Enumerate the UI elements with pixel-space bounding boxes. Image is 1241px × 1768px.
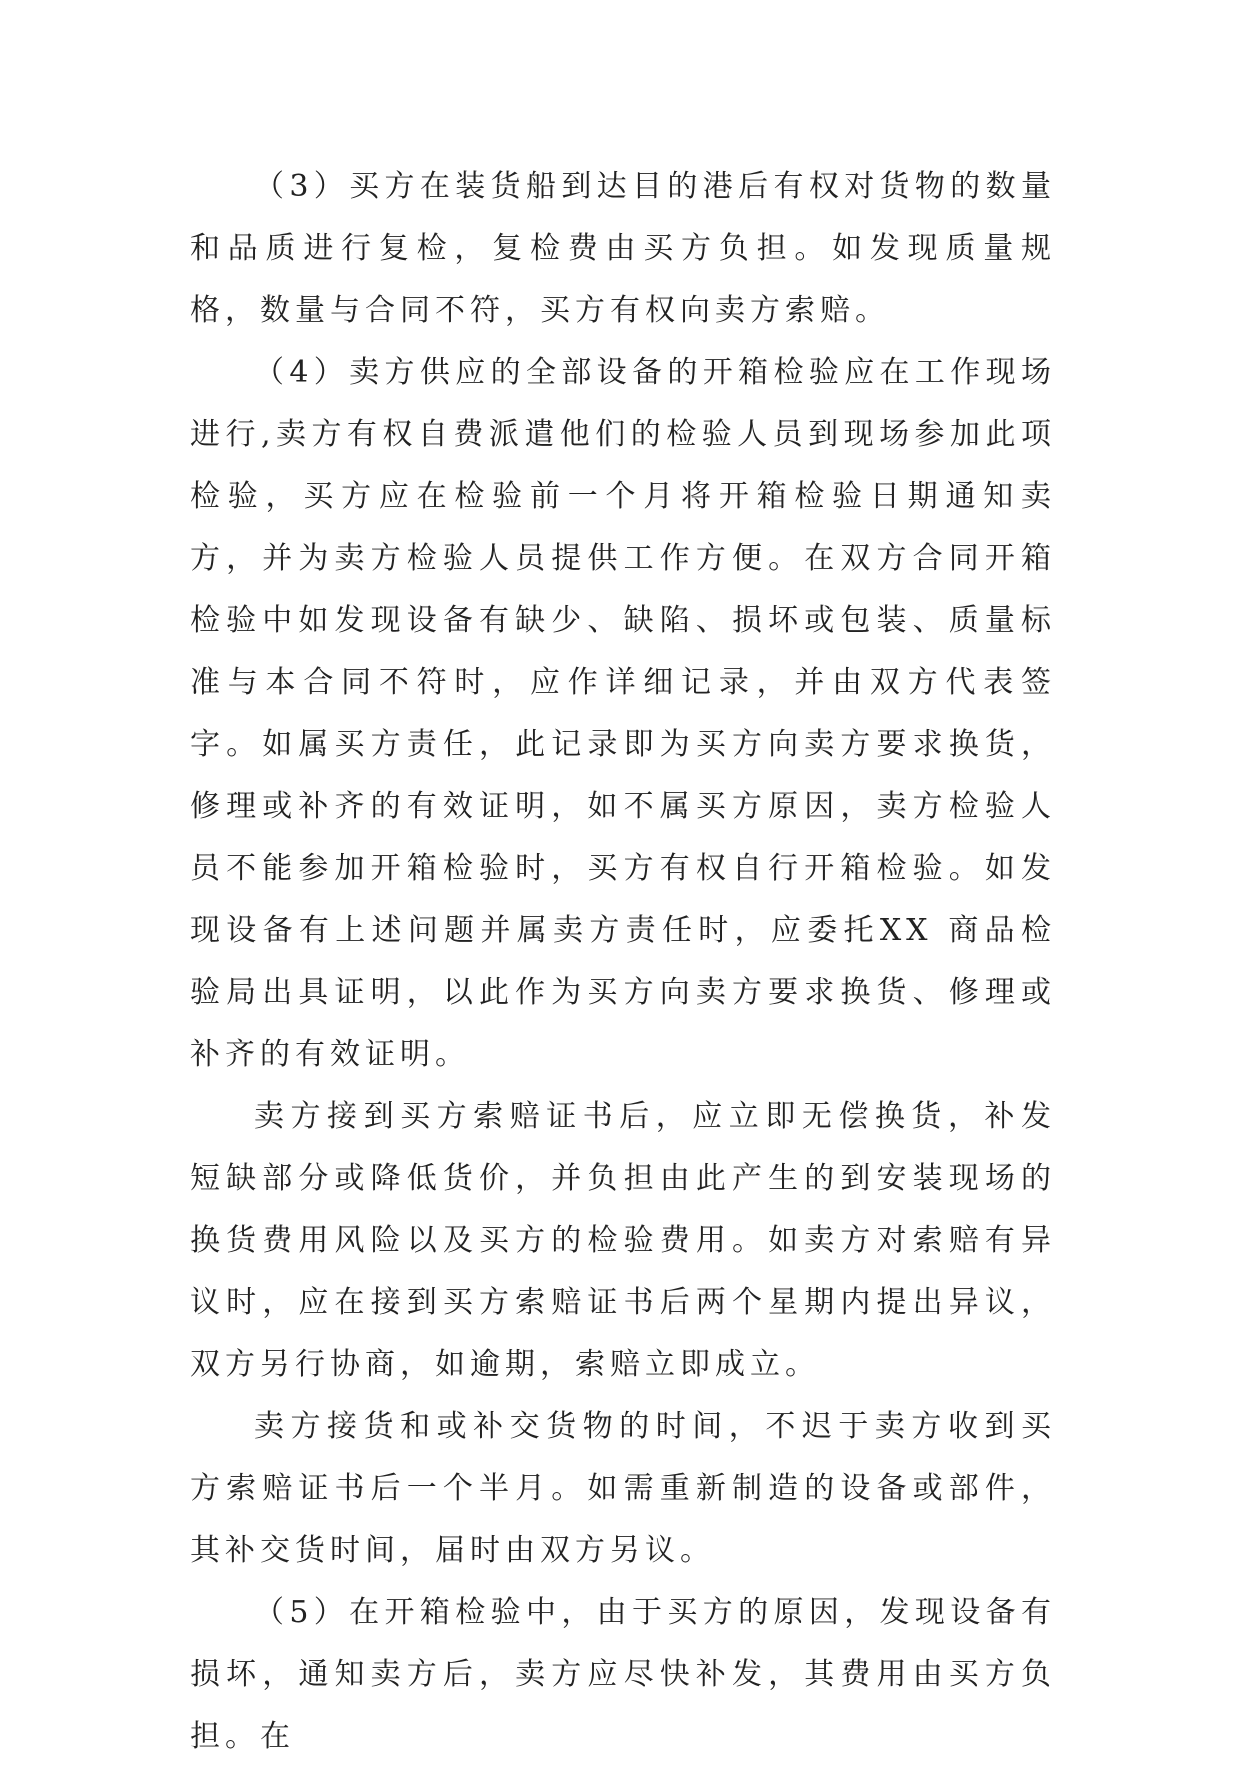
paragraph-compensation: 卖方接到买方索赔证书后，应立即无偿换货，补发短缺部分或降低货价，并负担由此产生的到安装现场的换货费用风险以及买方的检验费用。如卖方对索赔有异议时，应在接到买方索赔证书后两个星期内提出异议，双方另行协商，如逾期，索赔立即成立。 bbox=[190, 1099, 1056, 1382]
paragraph-item-4: （4）卖方供应的全部设备的开箱检验应在工作现场进行,卖方有权自费派遣他们的检验人员到现场参加此项检验，买方应在检验前一个月将开箱检验日期通知卖方，并为卖方检验人员提供工作方便。在双方合同开箱检验中如发现设备有缺少、缺陷、损坏或包装、质量标准与本合同不符时，应作详细记录，并由双方代表签字。如属买方责任，此记录即为买方向卖方要求换货，修理或补齐的有效证明，如不属买方原因，卖方检验人员不能参加开箱检验时，买方有权自行开箱检验。如发现设备有上述问题并属卖方责任时，应委托XX 商品检验局出具证明，以此作为买方向卖方要求换货、修理或补齐的有效证明。 bbox=[190, 355, 1056, 1072]
paragraph-item-5: （5）在开箱检验中，由于买方的原因，发现设备有损坏，通知卖方后，卖方应尽快补发，其费用由买方负担。在 bbox=[190, 1595, 1056, 1754]
paragraph-item-3: （3）买方在装货船到达目的港后有权对货物的数量和品质进行复检，复检费由买方负担。如发现质量规格，数量与合同不符，买方有权向卖方索赔。 bbox=[190, 169, 1056, 328]
document-body bbox=[190, 156, 1056, 1768]
paragraph-delivery-time: 卖方接货和或补交货物的时间，不迟于卖方收到买方索赔证书后一个半月。如需重新制造的设备或部件，其补交货时间，届时由双方另议。 bbox=[190, 1409, 1056, 1568]
